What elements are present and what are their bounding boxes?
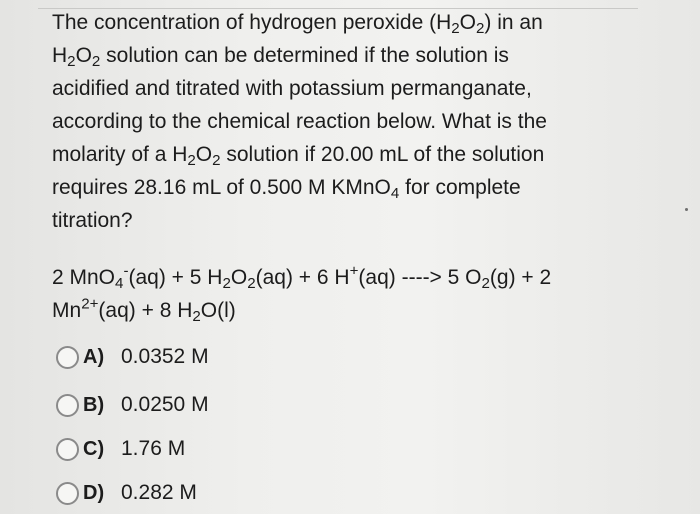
question-line-6: requires 28.16 mL of 0.500 M KMnO$_4$ for complete <box>52 176 521 203</box>
reaction-line-2: $Mn^{2+}(aq) + 8$ $H_2O(l)$ <box>52 295 236 326</box>
reaction-equation <box>52 261 652 327</box>
question-line-1: The concentration of hydrogen peroxide $(H_2O_2)$ in an <box>52 11 543 38</box>
option-letter: A) <box>83 345 105 368</box>
question-line-3: acidified and titrated with potassium permanganate, <box>52 77 532 100</box>
stray-dot <box>685 208 688 211</box>
question-line-4: according to the chemical reaction below. What is the <box>52 110 547 133</box>
option-b[interactable] <box>56 388 209 422</box>
radio-icon[interactable] <box>56 438 79 461</box>
question-line-2: $H_2O_2$ solution can be determined if the solution is <box>52 44 509 71</box>
option-value: 0.0250 M <box>121 393 209 416</box>
reaction-line-1: 2 MnO$_4$-(aq) + 5 $H_2O_2(aq) + 6$ H+(aq) ----> 5 $O_2(g) + 2$ <box>52 262 552 293</box>
question-text <box>52 6 652 237</box>
option-value: 0.0352 M <box>121 345 209 368</box>
question-line-5: molarity of a $H_2O_2$ solution if 20.00 mL of the solution <box>52 143 545 170</box>
option-letter: B) <box>83 393 105 416</box>
option-a[interactable] <box>56 340 209 374</box>
radio-icon[interactable] <box>56 346 79 369</box>
radio-icon[interactable] <box>56 394 79 417</box>
option-value: 1.76 M <box>121 437 186 460</box>
option-d[interactable] <box>56 476 197 510</box>
question-line-7: titration? <box>52 209 133 232</box>
option-c[interactable] <box>56 432 185 466</box>
option-value: 0.282 M <box>121 481 197 504</box>
option-letter: D) <box>83 481 105 504</box>
option-letter: C) <box>83 437 105 460</box>
radio-icon[interactable] <box>56 482 79 505</box>
